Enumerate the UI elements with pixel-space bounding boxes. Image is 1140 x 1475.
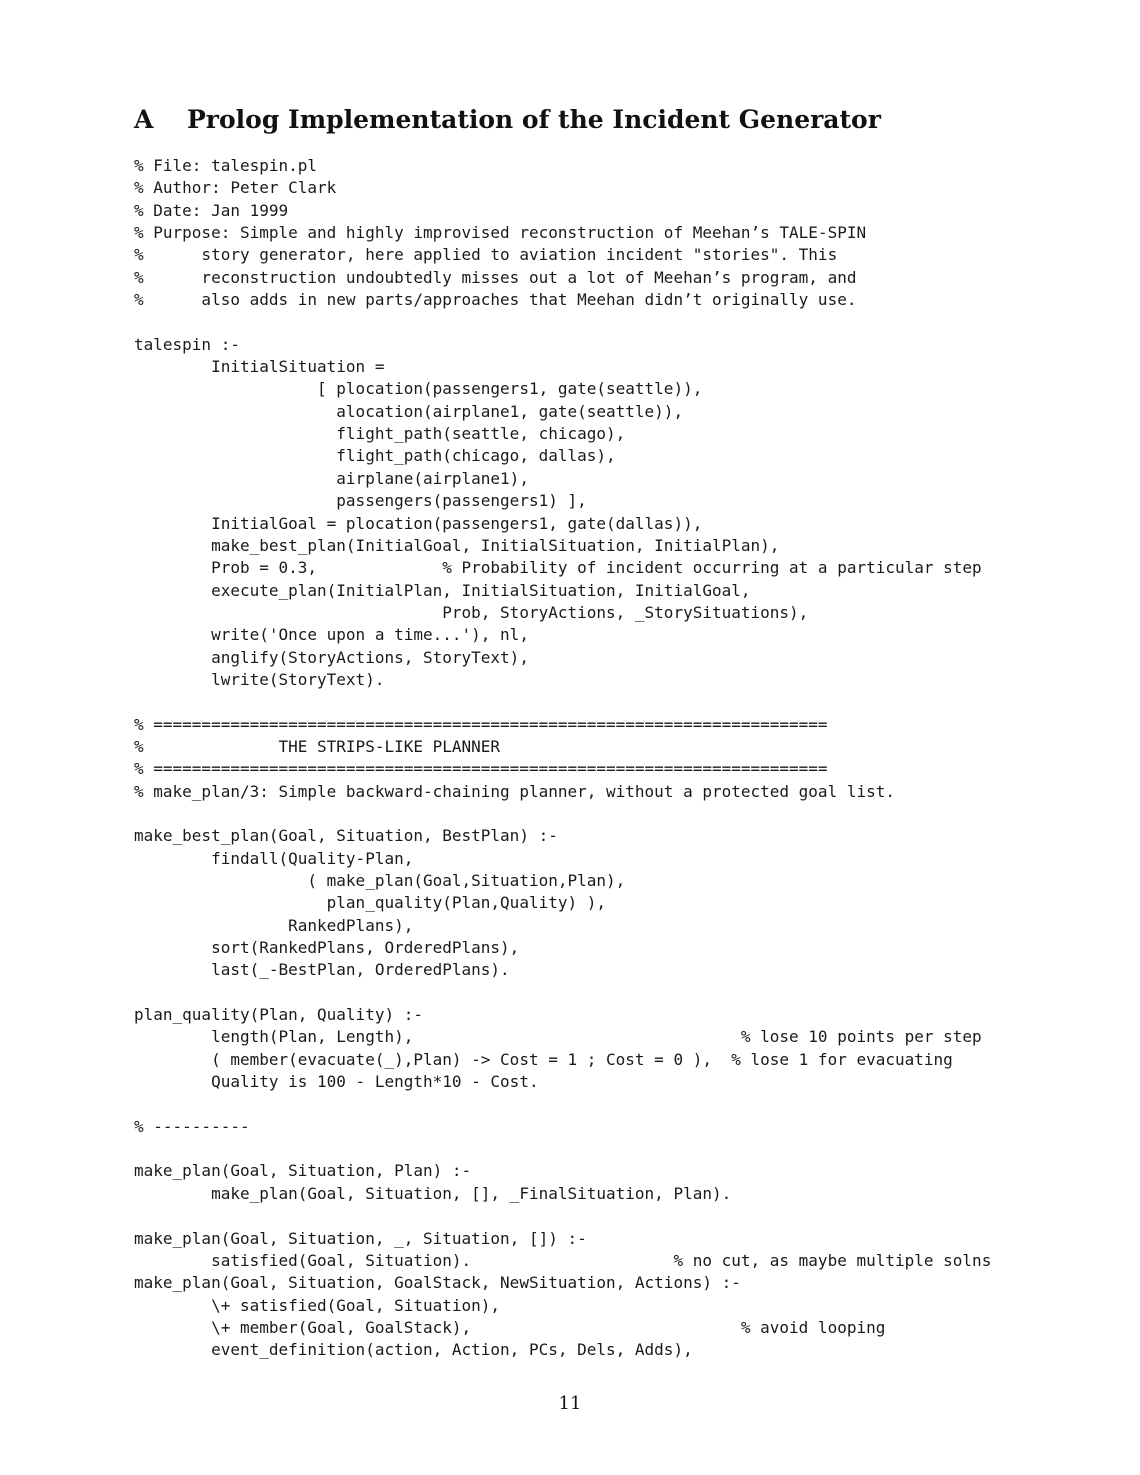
code-line: % reconstruction undoubtedly misses out a lot of Meehan’s program, and (134, 267, 857, 287)
code-line (134, 1205, 991, 1227)
section-number: A (134, 105, 154, 134)
code-line (134, 1093, 991, 1115)
code-line: airplane(airplane1), (134, 468, 529, 488)
code-line: % Author: Peter Clark (134, 178, 337, 198)
code-line: % also adds in new parts/approaches that Meehan didn’t originally use. (134, 290, 857, 310)
code-line: InitialGoal = plocation(passengers1, gate(dallas)), (134, 513, 703, 533)
code-line: flight_path(chicago, dallas), (134, 446, 616, 466)
code-line (134, 803, 991, 825)
section-title: Prolog Implementation of the Incident Generator (187, 105, 881, 134)
code-line: write('Once upon a time...'), nl, (134, 625, 529, 645)
code-line: talespin :- (134, 334, 240, 354)
page-number: 11 (558, 1393, 582, 1414)
code-line: make_best_plan(InitialGoal, InitialSituation, InitialPlan), (134, 535, 780, 555)
code-line: passengers(passengers1) ], (134, 491, 587, 511)
code-line: % THE STRIPS-LIKE PLANNER (134, 736, 501, 756)
code-line (134, 982, 991, 1004)
code-line: make_plan(Goal, Situation, GoalStack, NewSituation, Actions) :- (134, 1273, 741, 1293)
code-line: length(Plan, Length), % lose 10 points per step (134, 1027, 982, 1047)
code-line: % make_plan/3: Simple backward-chaining planner, without a protected goal list. (134, 781, 895, 801)
code-line: anglify(StoryActions, StoryText), (134, 647, 529, 667)
code-line: % ---------- (134, 1116, 250, 1136)
code-line: \+ satisfied(Goal, Situation), (134, 1295, 501, 1315)
code-line: make_best_plan(Goal, Situation, BestPlan) :- (134, 826, 558, 846)
code-line: last(_-BestPlan, OrderedPlans). (134, 960, 510, 980)
code-line: [ plocation(passengers1, gate(seattle)), (134, 379, 703, 399)
section-heading (134, 102, 881, 138)
code-line: InitialSituation = (134, 357, 385, 377)
code-line: % Date: Jan 1999 (134, 200, 289, 220)
code-line: make_plan(Goal, Situation, _, Situation, []) :- (134, 1228, 587, 1248)
code-line: flight_path(seattle, chicago), (134, 424, 626, 444)
code-line: % File: talespin.pl (134, 156, 318, 175)
code-line: make_plan(Goal, Situation, Plan) :- (134, 1161, 472, 1181)
code-line: satisfied(Goal, Situation). % no cut, as maybe multiple solns (134, 1250, 992, 1270)
code-line: alocation(airplane1, gate(seattle)), (134, 401, 684, 421)
code-line: % ====================================================================== (134, 714, 828, 734)
code-line: % ====================================================================== (134, 759, 828, 779)
code-line (134, 311, 991, 333)
code-line: RankedPlans), (134, 915, 414, 935)
code-line: ( make_plan(Goal,Situation,Plan), (134, 871, 626, 890)
code-line: plan_quality(Plan,Quality) ), (134, 893, 607, 913)
code-line: sort(RankedPlans, OrderedPlans), (134, 938, 520, 958)
code-line: lwrite(StoryText). (134, 669, 385, 689)
code-line (134, 691, 991, 713)
code-line: event_definition(action, Action, PCs, Dels, Adds), (134, 1340, 693, 1360)
code-line: execute_plan(InitialPlan, InitialSituation, InitialGoal, (134, 580, 751, 600)
code-line (134, 1138, 991, 1160)
code-line: make_plan(Goal, Situation, [], _FinalSituation, Plan). (134, 1183, 732, 1203)
code-listing (134, 155, 991, 1362)
code-line: Prob, StoryActions, _StorySituations), (134, 602, 809, 622)
code-line: Quality is 100 - Length*10 - Cost. (134, 1072, 539, 1092)
code-line: Prob = 0.3, % Probability of incident occurring at a particular step (134, 558, 982, 578)
code-line: \+ member(Goal, GoalStack), % avoid looping (134, 1317, 886, 1337)
code-line: findall(Quality-Plan, (134, 848, 414, 868)
code-line: plan_quality(Plan, Quality) :- (134, 1005, 423, 1025)
code-line: ( member(evacuate(_),Plan) -> Cost = 1 ; Cost = 0 ), % lose 1 for evacuating (134, 1049, 953, 1069)
code-line: % story generator, here applied to aviation incident "stories". This (134, 245, 838, 265)
code-line: % Purpose: Simple and highly improvised reconstruction of Meehan’s TALE-SPIN (134, 223, 867, 243)
